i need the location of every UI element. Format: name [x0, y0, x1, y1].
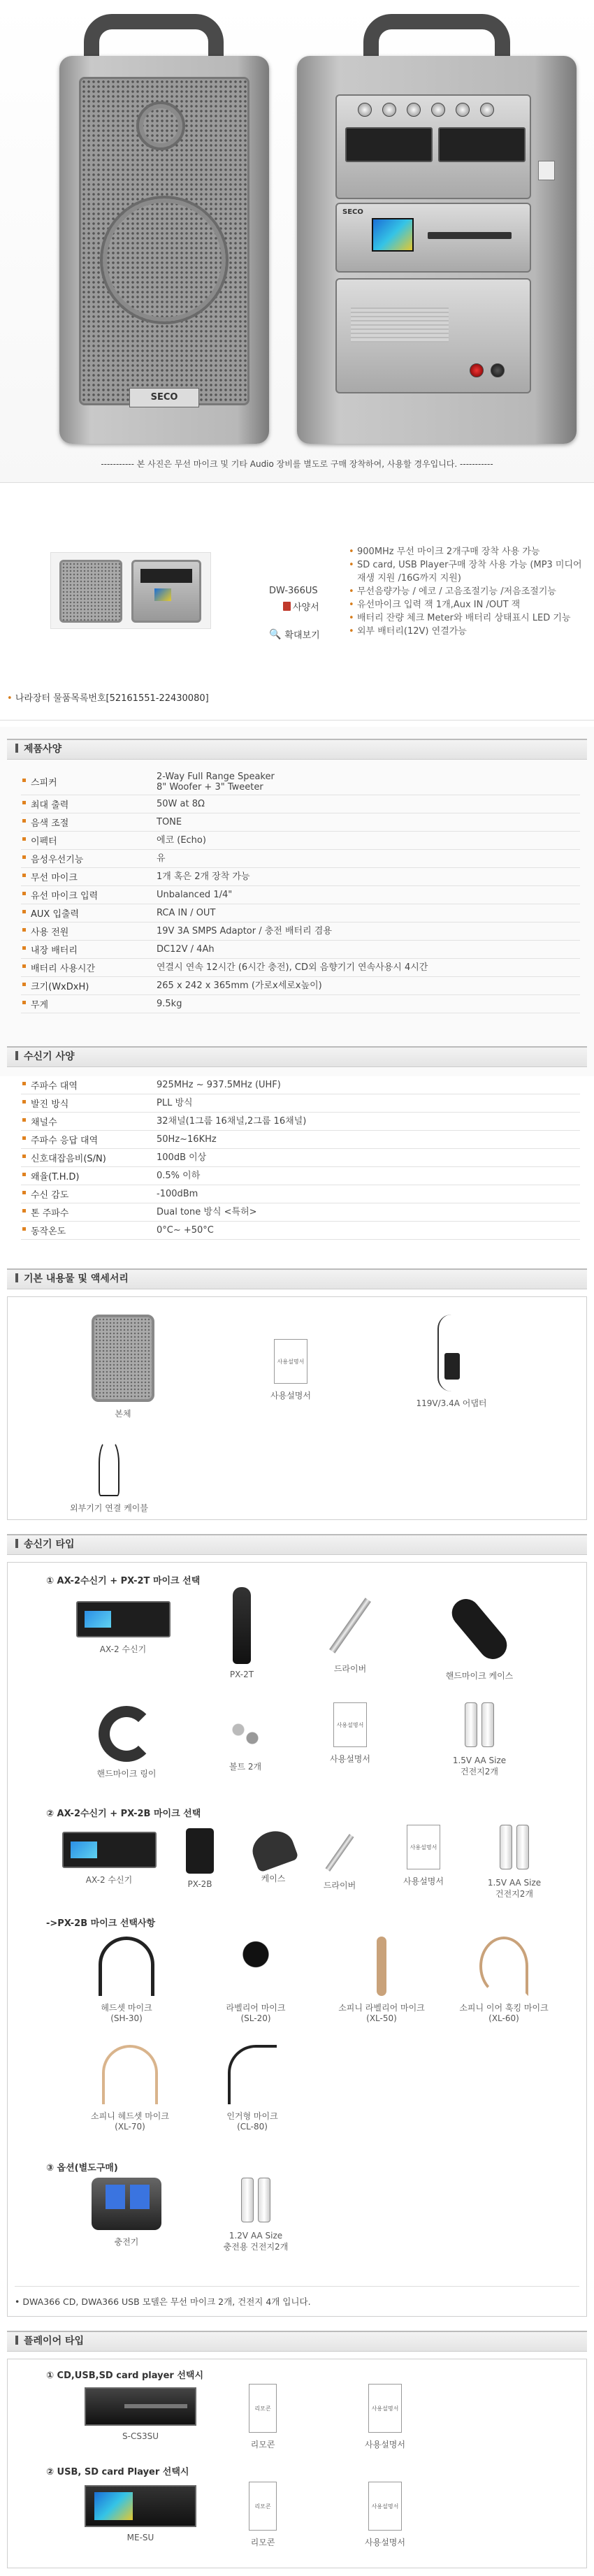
spec-key: 스피커	[21, 775, 154, 788]
catalog-text: 나라장터 물품목록번호[52161551-22430080]	[15, 693, 209, 704]
spec-key: 동작온도	[21, 1224, 154, 1237]
io-panel	[335, 278, 531, 393]
spec-key: 음색 조절	[21, 816, 154, 829]
spec-key: 음성우선기능	[21, 852, 154, 865]
spec-row	[21, 832, 580, 850]
spec-key: 채널수	[21, 1115, 154, 1128]
spec-key: 왜율(T.H.D)	[21, 1169, 154, 1182]
spec-table	[21, 769, 580, 1013]
feature-item: • 무선음량가능 / 에코 / 고음조절기능 /저음조절기능	[347, 585, 585, 598]
back-speaker-unit	[297, 56, 577, 444]
spec-value: 2-Way Full Range Speaker 8" Woofer + 3" Tweeter	[157, 771, 275, 793]
spec-row	[21, 868, 580, 886]
receiver-slot-1	[345, 127, 433, 162]
tx1-driver: 드라이버	[308, 1594, 392, 1674]
spec-row	[21, 977, 580, 995]
spec-row	[21, 1094, 580, 1113]
transmitter-section-header: 송신기 타입	[7, 1534, 587, 1555]
player-box	[7, 2359, 587, 2568]
player-section-header: 플레이어 타입	[7, 2331, 587, 2352]
tx1-bolts: 볼트 2개	[203, 1713, 287, 1772]
spec-row	[21, 886, 580, 904]
player2-remote: 리모콘 리모콘	[228, 2482, 298, 2548]
zoom-link[interactable]	[269, 628, 320, 641]
spec-key: 무게	[21, 997, 154, 1011]
spec-value: RCA IN / OUT	[157, 908, 216, 918]
mic-option: 소피니 라벨리어 마이크 (XL-50)	[319, 1937, 444, 2023]
accessory-cable: 외부기기 연결 케이블	[43, 1440, 175, 1514]
spec-value: 925MHz ~ 937.5MHz (UHF)	[157, 1080, 281, 1090]
spec-row	[21, 769, 580, 795]
tx2-receiver: AX-2 수신기	[57, 1832, 161, 1886]
tx1-ring: 핸드마이크 링이	[71, 1706, 182, 1779]
mic-option: 라벨리어 마이크 (SL-20)	[196, 1937, 315, 2023]
spec-key: 주파수 응답 대역	[21, 1133, 154, 1146]
spec-value: TONE	[157, 817, 182, 827]
spec-value: Dual tone 방식 <특허>	[157, 1207, 257, 1217]
spec-value: 50W at 8Ω	[157, 799, 205, 809]
spec-row	[21, 1185, 580, 1203]
tx1-manual: 사용설명서 사용설명서	[308, 1702, 392, 1765]
mic-option: 소피니 이어 훅킹 마이크 (XL-60)	[441, 1937, 567, 2023]
tweeter	[136, 101, 185, 150]
spec-key: 발진 방식	[21, 1097, 154, 1110]
spec-key: 톤 주파수	[21, 1206, 154, 1219]
back-brand: SECO	[342, 208, 363, 216]
transmitter-note: • DWA366 CD, DWA366 USB 모델은 무선 마이크 2개, 건전지 4개 입니다.	[15, 2296, 311, 2307]
spec-value: 19V 3A SMPS Adaptor / 충전 배터리 겸용	[157, 926, 332, 936]
spec-sheet-label: 사양서	[293, 602, 319, 613]
spec-key: 신호대잡음비(S/N)	[21, 1151, 154, 1164]
player2-device: ME-SU	[81, 2485, 200, 2542]
player1-title: ① CD,USB,SD card player 선택시	[46, 2371, 204, 2381]
spec-key: 수신 감도	[21, 1187, 154, 1201]
spec-value: Unbalanced 1/4"	[157, 890, 233, 900]
spec-value: 연결시 연속 12시간 (6시간 충전), CD외 음향기기 연속사용시 4시간	[157, 962, 428, 973]
player1-manual: 사용설명서 사용설명서	[343, 2384, 427, 2450]
tx2-case: 케이스	[238, 1832, 308, 1884]
tx1-receiver: AX-2 수신기	[71, 1601, 175, 1655]
zoom-label: 확대보기	[284, 630, 320, 641]
receiver-slot-2	[438, 127, 526, 162]
spec-key: 사용 전원	[21, 925, 154, 938]
options-title: ③ 옵션(별도구매)	[46, 2163, 118, 2173]
spec-value: 32채널(1그룹 16채널,2그룹 16채널)	[157, 1116, 307, 1127]
feature-item: • 외부 배터리(12V) 연결가능	[347, 625, 585, 638]
spec-value: 265 x 242 x 365mm (가로x세로x높이)	[157, 981, 322, 991]
spec-key: 최대 출력	[21, 797, 154, 811]
spec-row	[21, 1113, 580, 1131]
player2-title: ② USB, SD card Player 선택시	[46, 2467, 189, 2477]
feature-list	[347, 545, 585, 638]
tx2-title: ② AX-2수신기 + PX-2B 마이크 선택	[46, 1809, 201, 1819]
spec-row	[21, 941, 580, 959]
hero-notice: ----------- 본 사진은 무선 마이크 및 기타 Audio 장비를 별도로 구매 장착하여, 사용할 경우입니다. -----------	[101, 459, 493, 469]
front-brand-badge: SECO	[129, 388, 199, 407]
spec-row	[21, 904, 580, 922]
spec-key: 무선 마이크	[21, 870, 154, 883]
spec-row	[21, 995, 580, 1013]
spec-row	[21, 1222, 580, 1240]
spec-key: 내장 배터리	[21, 943, 154, 956]
accessory-section-header: 기본 내용물 및 액세서리	[7, 1268, 587, 1289]
spec-value: 0°C~ +50°C	[157, 1225, 214, 1236]
mic-option: 헤드셋 마이크 (SH-30)	[74, 1937, 179, 2023]
tx1-title: ① AX-2수신기 + PX-2T 마이크 선택	[46, 1576, 201, 1586]
spec-value: DC12V / 4Ah	[157, 944, 215, 955]
spec-value: 유	[157, 853, 166, 864]
spec-key: 주파수 대역	[21, 1078, 154, 1092]
spec-row	[21, 1149, 580, 1167]
spec-row	[21, 1203, 580, 1222]
player1-remote: 리모콘 리모콘	[228, 2384, 298, 2450]
option-batteries: 1.2V AA Size 충전용 건전지2개	[203, 2178, 308, 2252]
spec-row	[21, 795, 580, 813]
tx2-manual: 사용설명서 사용설명서	[389, 1825, 458, 1887]
spec-value: 1개 혹은 2개 장착 가능	[157, 871, 250, 882]
spec-key: 크기(WxDxH)	[21, 979, 154, 992]
tx1-mic-case: 핸드마이크 케이스	[420, 1594, 539, 1681]
mic-option: 소피니 헤드셋 마이크 (XL-70)	[74, 2045, 186, 2132]
spec-row	[21, 1131, 580, 1149]
spec-section-header: 제품사양	[7, 739, 587, 760]
woofer	[100, 196, 229, 324]
spec-key: 배터리 사용시간	[21, 961, 154, 974]
tx2-beltpack: PX-2B	[165, 1828, 235, 1889]
option-charger: 충전기	[78, 2178, 175, 2248]
feature-item: • 유선마이크 입력 잭 1개,Aux IN /OUT 잭	[347, 598, 585, 612]
tx2-driver: 드라이버	[305, 1832, 375, 1891]
receiver-table	[21, 1076, 580, 1240]
spec-key: AUX 입출력	[21, 906, 154, 920]
accessory-box	[7, 1296, 587, 1520]
spec-row	[21, 922, 580, 941]
feature-item: • 900MHz 무선 마이크 2개구매 장착 사용 가능	[347, 545, 585, 558]
spec-row	[21, 813, 580, 832]
receiver-panel	[335, 94, 531, 199]
spec-row	[21, 1076, 580, 1094]
spec-key: 유선 마이크 입력	[21, 888, 154, 902]
spec-value: 에코 (Echo)	[157, 835, 206, 846]
spec-value: 100dB 이상	[157, 1152, 207, 1163]
spec-value: 0.5% 이하	[157, 1171, 201, 1181]
player-lcd	[372, 218, 414, 252]
mic-option: 인거형 마이크 (CL-80)	[196, 2045, 308, 2132]
accessory-manual: 사용설명서 사용설명서	[249, 1339, 333, 1401]
spec-key: 이펙터	[21, 834, 154, 847]
spec-value: 50Hz~16KHz	[157, 1134, 217, 1145]
spec-value: PLL 방식	[157, 1098, 193, 1108]
pdf-icon	[283, 602, 291, 611]
magnifier-icon: 🔍	[269, 628, 282, 640]
feature-item: • 배터리 잔량 체크 Meter와 배터리 상태표시 LED 기능	[347, 612, 585, 625]
accessory-main-unit: 본체	[71, 1315, 175, 1419]
tx1-mic: PX-2T	[203, 1587, 280, 1679]
model-name: DW-366US	[269, 586, 318, 596]
receiver-section-header: 수신기 사양	[7, 1046, 587, 1067]
spec-row	[21, 959, 580, 977]
hero-image	[0, 0, 594, 482]
spec-value: -100dBm	[157, 1189, 198, 1199]
tx1-batteries: 1.5V AA Size 건전지2개	[434, 1702, 525, 1777]
transmitter-box	[7, 1562, 587, 2317]
spec-row	[21, 850, 580, 868]
accessory-adapter: 119V/3.4A 어댑터	[396, 1315, 507, 1409]
spec-row	[21, 1167, 580, 1185]
player1-device: S-CS3SU	[81, 2387, 200, 2441]
product-thumbnail[interactable]	[50, 552, 211, 629]
feature-item: • SD card, USB Player구매 장착 사용 가능 (MP3 미디어 재생 지원 /16G까지 지원)	[347, 558, 585, 585]
spec-value: 9.5kg	[157, 999, 182, 1009]
spec-sheet-link[interactable]	[283, 600, 319, 613]
tx2-batteries: 1.5V AA Size 건전지2개	[469, 1825, 560, 1900]
player-panel	[335, 203, 531, 273]
player2-manual: 사용설명서 사용설명서	[343, 2482, 427, 2548]
mic-options-title: ->PX-2B 마이크 선택사항	[46, 1918, 156, 1929]
catalog-number: • 나라장터 물품목록번호[52161551-22430080]	[7, 693, 209, 704]
front-speaker-unit	[59, 56, 269, 444]
